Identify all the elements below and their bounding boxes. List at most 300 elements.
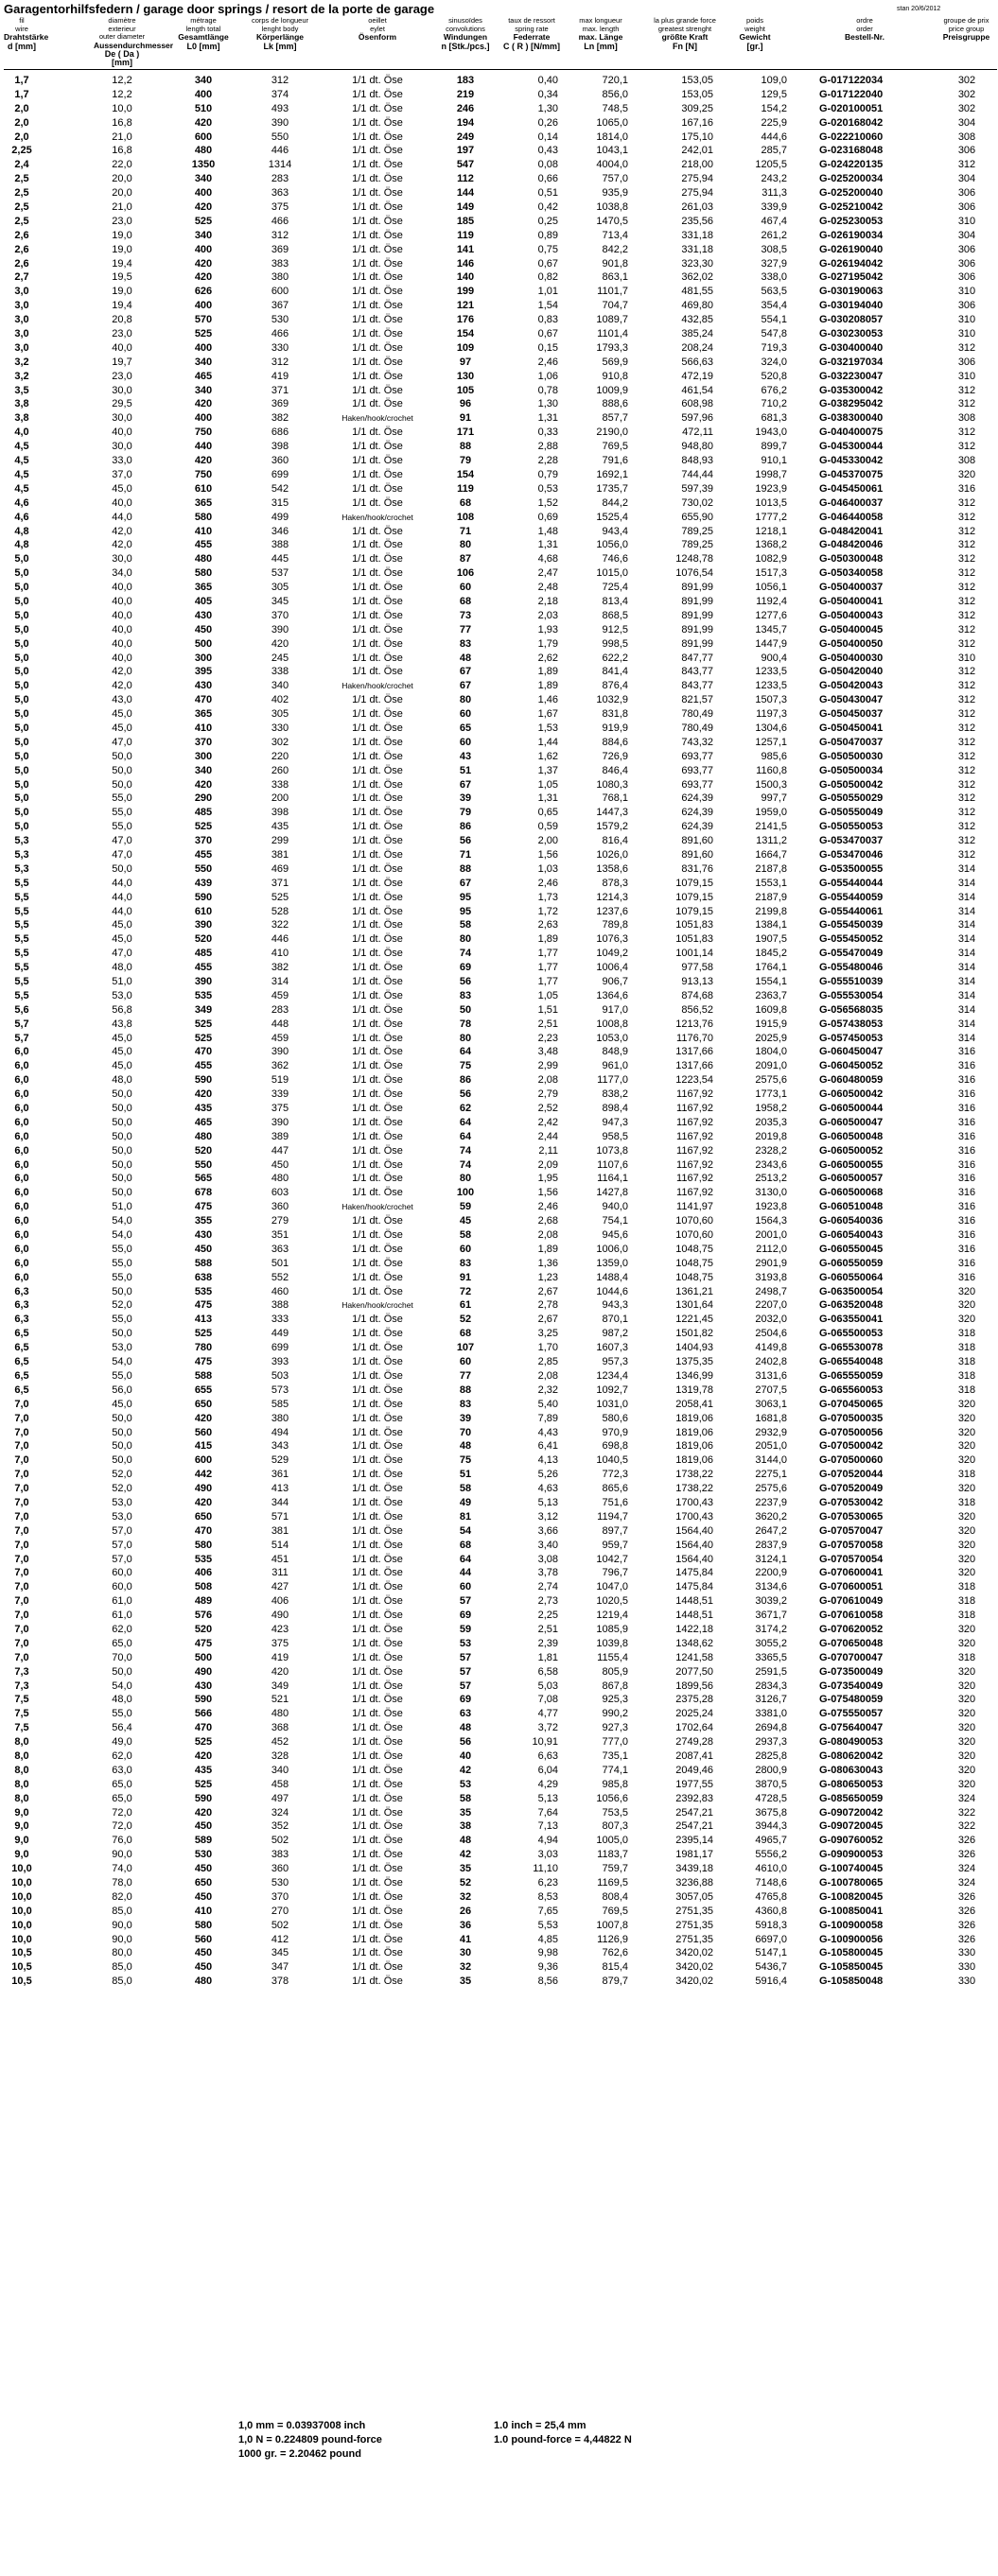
- cell-eyelet: 1/1 dt. Öse: [352, 1454, 403, 1467]
- cell-order-number: G-030194040: [819, 300, 884, 312]
- cell-outer-diameter: 54,0: [112, 1229, 132, 1242]
- cell-max-force: 3057,05: [675, 1890, 713, 1903]
- cell-weight: 3131,6: [755, 1369, 787, 1382]
- cell-order-number: G-025200040: [819, 187, 884, 200]
- cell-eyelet: 1/1 dt. Öse: [352, 426, 403, 439]
- cell-outer-diameter: 45,0: [112, 1032, 132, 1044]
- cell-wire: 6,0: [14, 1158, 29, 1171]
- cell-wire: 3,0: [14, 300, 29, 312]
- cell-body-length: 361: [271, 1469, 289, 1481]
- cell-eyelet: 1/1 dt. Öse: [352, 722, 403, 734]
- cell-outer-diameter: 55,0: [112, 1243, 132, 1255]
- cell-outer-diameter: 57,0: [112, 1524, 132, 1537]
- cell-price-group: 314: [957, 891, 976, 903]
- cell-body-length: 347: [271, 1961, 289, 1974]
- cell-outer-diameter: 20,0: [112, 187, 132, 200]
- cell-weight: 1192,4: [756, 595, 787, 607]
- cell-eyelet: 1/1 dt. Öse: [352, 1835, 403, 1847]
- cell-body-length: 245: [271, 652, 289, 664]
- page-title: Garagentorhilfsfedern / garage door springs / resort de la porte de garage: [4, 2, 435, 16]
- cell-price-group: 316: [957, 1271, 976, 1283]
- cell-price-group: 320: [957, 1553, 976, 1565]
- header-unit: C ( R ) [N/mm]: [503, 41, 560, 51]
- cell-max-force: 1738,22: [675, 1469, 713, 1481]
- cell-weight: 3134,6: [755, 1581, 787, 1593]
- cell-order-number: G-050400045: [819, 623, 884, 635]
- header-l3: Preisgruppe: [942, 32, 990, 42]
- cell-eyelet: 1/1 dt. Öse: [352, 1539, 403, 1551]
- cell-weight: 2328,2: [755, 1144, 787, 1157]
- cell-eyelet: 1/1 dt. Öse: [352, 778, 403, 791]
- cell-order-number: G-080490053: [819, 1736, 884, 1749]
- cell-price-group: 316: [957, 1046, 976, 1058]
- cell-price-group: 320: [957, 1539, 976, 1551]
- header-l2: max. length: [582, 24, 620, 33]
- cell-outer-diameter: 50,0: [112, 1440, 132, 1453]
- cell-length-total: 535: [194, 989, 213, 1001]
- cell-eyelet: 1/1 dt. Öse: [352, 1158, 403, 1171]
- cell-max-length: 867,8: [602, 1680, 628, 1692]
- cell-spring-rate: 0,83: [537, 314, 558, 326]
- cell-eyelet: 1/1 dt. Öse: [352, 116, 403, 129]
- cell-spring-rate: 7,13: [537, 1820, 558, 1833]
- cell-body-length: 340: [271, 680, 289, 692]
- cell-outer-diameter: 45,0: [112, 1060, 132, 1072]
- cell-length-total: 650: [194, 1510, 213, 1523]
- header-l1: poids: [746, 16, 763, 25]
- cell-price-group: 326: [957, 1890, 976, 1903]
- cell-body-length: 312: [271, 229, 289, 241]
- cell-eyelet: 1/1 dt. Öse: [352, 1103, 403, 1115]
- cell-spring-rate: 0,75: [537, 243, 558, 255]
- cell-order-number: G-063520048: [819, 1299, 884, 1312]
- cell-price-group: 316: [957, 1173, 976, 1185]
- cell-outer-diameter: 60,0: [112, 1567, 132, 1579]
- cell-outer-diameter: 50,0: [112, 1103, 132, 1115]
- cell-max-force: 1348,62: [675, 1637, 713, 1649]
- cell-weight: 1907,5: [755, 933, 787, 946]
- cell-outer-diameter: 76,0: [112, 1835, 132, 1847]
- cell-outer-diameter: 50,0: [112, 862, 132, 875]
- cell-body-length: 398: [271, 441, 289, 453]
- table-row: [4, 1116, 997, 1130]
- cell-length-total: 590: [194, 891, 213, 903]
- cell-weight: 547,8: [761, 328, 787, 340]
- cell-spring-rate: 0,53: [537, 482, 558, 495]
- cell-order-number: G-046440058: [819, 511, 884, 523]
- cell-eyelet: 1/1 dt. Öse: [352, 609, 403, 621]
- cell-max-length: 1040,5: [596, 1454, 628, 1467]
- cell-spring-rate: 1,31: [537, 792, 558, 805]
- cell-order-number: G-048420046: [819, 539, 884, 551]
- cell-max-force: 2392,83: [675, 1792, 713, 1804]
- cell-length-total: 525: [194, 215, 213, 227]
- cell-max-length: 1009,9: [596, 384, 628, 396]
- cell-order-number: G-050450037: [819, 708, 884, 721]
- header-l3: Gesamtlänge: [178, 32, 229, 42]
- cell-order-number: G-032230047: [819, 370, 884, 382]
- table-row: [4, 961, 997, 975]
- cell-body-length: 413: [271, 1483, 289, 1495]
- cell-max-force: 3439,18: [675, 1863, 713, 1875]
- cell-weight: 3193,8: [755, 1271, 787, 1283]
- header-l1: métrage: [190, 16, 217, 25]
- cell-wire: 7,0: [14, 1510, 29, 1523]
- cell-max-force: 1076,54: [675, 567, 713, 580]
- table-row: [4, 1102, 997, 1116]
- column-header: [568, 17, 634, 50]
- cell-max-force: 472,11: [682, 426, 713, 439]
- cell-weight: 308,5: [761, 243, 787, 255]
- cell-spring-rate: 0,67: [537, 257, 558, 270]
- cell-order-number: G-056568035: [819, 1003, 884, 1016]
- cell-order-number: G-075550057: [819, 1708, 884, 1720]
- cell-convolutions: 48: [459, 652, 472, 664]
- cell-outer-diameter: 63,0: [112, 1764, 132, 1776]
- cell-max-force: 1070,60: [675, 1215, 713, 1227]
- cell-max-force: 891,99: [681, 595, 713, 607]
- header-unit: Lk [mm]: [263, 41, 297, 51]
- cell-spring-rate: 4,63: [537, 1483, 558, 1495]
- cell-weight: 327,9: [761, 257, 787, 270]
- cell-outer-diameter: 50,0: [112, 1285, 132, 1297]
- cell-eyelet: 1/1 dt. Öse: [352, 525, 403, 537]
- cell-body-length: 494: [271, 1426, 289, 1438]
- table-row: [4, 1313, 997, 1327]
- cell-body-length: 375: [271, 1103, 289, 1115]
- cell-weight: 109,0: [761, 75, 787, 86]
- cell-price-group: 322: [957, 1806, 976, 1819]
- cell-convolutions: 58: [459, 1792, 472, 1804]
- cell-body-length: 345: [271, 1947, 289, 1959]
- table-row: [4, 496, 997, 511]
- cell-spring-rate: 1,73: [537, 891, 558, 903]
- cell-convolutions: 79: [459, 807, 472, 819]
- table-row: [4, 1018, 997, 1032]
- table-row: [4, 806, 997, 820]
- cell-order-number: G-030230053: [819, 328, 884, 340]
- cell-wire: 10,0: [11, 1877, 32, 1888]
- cell-order-number: G-070570058: [819, 1539, 884, 1551]
- table-row: [4, 257, 997, 271]
- cell-wire: 7,0: [14, 1651, 29, 1663]
- cell-eyelet: 1/1 dt. Öse: [352, 496, 403, 509]
- cell-max-force: 461,54: [681, 384, 713, 396]
- cell-wire: 5,0: [14, 595, 29, 607]
- cell-order-number: G-050550049: [819, 807, 884, 819]
- cell-length-total: 535: [194, 1285, 213, 1297]
- cell-max-length: 1234,4: [596, 1369, 628, 1382]
- table-row: [4, 637, 997, 652]
- cell-eyelet: 1/1 dt. Öse: [352, 1314, 403, 1326]
- cell-convolutions: 95: [459, 891, 472, 903]
- cell-price-group: 312: [957, 567, 976, 580]
- table-row: [4, 1496, 997, 1510]
- cell-price-group: 312: [957, 426, 976, 439]
- cell-wire: 8,0: [14, 1792, 29, 1804]
- cell-length-total: 400: [194, 412, 213, 425]
- cell-max-length: 1006,4: [596, 962, 628, 974]
- cell-order-number: G-060500068: [819, 1187, 884, 1199]
- cell-weight: 1447,9: [755, 637, 787, 650]
- cell-price-group: 316: [957, 1158, 976, 1171]
- table-row: [4, 397, 997, 411]
- table-row: [4, 1439, 997, 1453]
- cell-body-length: 503: [271, 1369, 289, 1382]
- cell-wire: 4,5: [14, 468, 29, 480]
- cell-convolutions: 39: [459, 792, 472, 805]
- cell-max-length: 1076,3: [596, 933, 628, 946]
- cell-max-length: 1793,3: [596, 341, 628, 354]
- cell-wire: 5,0: [14, 750, 29, 762]
- cell-order-number: G-017122040: [819, 88, 884, 100]
- cell-max-force: 1346,99: [675, 1369, 713, 1382]
- cell-price-group: 318: [957, 1342, 976, 1354]
- header-unit: Fn [N]: [673, 41, 697, 51]
- table-row: [4, 215, 997, 229]
- cell-eyelet: 1/1 dt. Öse: [352, 989, 403, 1001]
- cell-price-group: 320: [957, 1299, 976, 1312]
- cell-weight: 2001,0: [755, 1229, 787, 1242]
- cell-length-total: 430: [194, 680, 213, 692]
- cell-order-number: G-050420043: [819, 680, 884, 692]
- cell-wire: 5,6: [14, 1003, 29, 1016]
- cell-price-group: 326: [957, 1919, 976, 1931]
- table-row: [4, 1693, 997, 1707]
- cell-outer-diameter: 50,0: [112, 778, 132, 791]
- cell-spring-rate: 3,48: [537, 1046, 558, 1058]
- cell-max-length: 1107,6: [597, 1158, 628, 1171]
- cell-weight: 1277,6: [755, 609, 787, 621]
- cell-max-length: 1814,0: [596, 131, 628, 143]
- cell-order-number: G-063550041: [819, 1314, 884, 1326]
- cell-convolutions: 67: [459, 778, 472, 791]
- table-row: [4, 792, 997, 806]
- cell-max-length: 876,4: [602, 680, 628, 692]
- cell-weight: 1311,2: [756, 835, 787, 847]
- cell-max-force: 2049,46: [675, 1764, 713, 1776]
- cell-body-length: 389: [271, 1130, 289, 1142]
- cell-body-length: 573: [271, 1384, 289, 1396]
- cell-max-length: 927,3: [602, 1722, 628, 1734]
- cell-body-length: 382: [271, 412, 289, 425]
- cell-length-total: 450: [194, 1863, 213, 1875]
- cell-wire: 7,0: [14, 1553, 29, 1565]
- cell-max-force: 1977,55: [675, 1778, 713, 1790]
- cell-wire: 5,5: [14, 948, 29, 960]
- cell-eyelet: 1/1 dt. Öse: [352, 1510, 403, 1523]
- table-row: [4, 750, 997, 764]
- cell-length-total: 365: [194, 708, 213, 721]
- cell-body-length: 446: [271, 933, 289, 946]
- cell-weight: 1681,8: [755, 1412, 787, 1424]
- cell-body-length: 466: [271, 215, 289, 227]
- cell-weight: 1554,1: [755, 976, 787, 987]
- cell-order-number: G-060500048: [819, 1130, 884, 1142]
- header-l2: lenght body: [261, 24, 299, 33]
- cell-length-total: 475: [194, 1299, 213, 1312]
- cell-convolutions: 64: [459, 1116, 472, 1128]
- cell-length-total: 420: [194, 1806, 213, 1819]
- cell-order-number: G-026190040: [819, 243, 884, 255]
- cell-wire: 6,0: [14, 1257, 29, 1269]
- cell-body-length: 371: [271, 384, 289, 396]
- cell-max-length: 1169,5: [597, 1877, 628, 1888]
- cell-convolutions: 58: [459, 1483, 472, 1495]
- cell-spring-rate: 1,05: [537, 778, 558, 791]
- cell-eyelet: 1/1 dt. Öse: [352, 1187, 403, 1199]
- cell-wire: 5,7: [14, 1018, 29, 1030]
- cell-convolutions: 95: [459, 905, 472, 917]
- cell-body-length: 460: [271, 1285, 289, 1297]
- cell-outer-diameter: 40,0: [112, 652, 132, 664]
- cell-eyelet: 1/1 dt. Öse: [352, 792, 403, 805]
- cell-price-group: 312: [957, 609, 976, 621]
- cell-price-group: 314: [957, 1003, 976, 1016]
- cell-eyelet: 1/1 dt. Öse: [352, 215, 403, 227]
- cell-spring-rate: 2,73: [537, 1595, 558, 1608]
- cell-order-number: G-035300042: [819, 384, 884, 396]
- cell-weight: 3944,3: [755, 1820, 787, 1833]
- cell-body-length: 371: [271, 877, 289, 889]
- cell-max-length: 796,7: [602, 1567, 628, 1579]
- cell-weight: 4965,7: [755, 1835, 787, 1847]
- cell-outer-diameter: 55,0: [112, 807, 132, 819]
- cell-convolutions: 105: [456, 384, 475, 396]
- cell-spring-rate: 2,51: [537, 1623, 558, 1635]
- cell-convolutions: 67: [459, 680, 472, 692]
- cell-body-length: 452: [271, 1736, 289, 1749]
- table-row: [4, 989, 997, 1003]
- cell-wire: 5,0: [14, 609, 29, 621]
- cell-convolutions: 146: [456, 257, 475, 270]
- cell-convolutions: 149: [456, 201, 475, 214]
- cell-outer-diameter: 50,0: [112, 1158, 132, 1171]
- cell-price-group: 316: [957, 482, 976, 495]
- cell-order-number: G-026194042: [819, 257, 884, 270]
- column-header: [936, 17, 997, 43]
- cell-max-force: 789,25: [681, 539, 713, 551]
- cell-order-number: G-025200034: [819, 173, 884, 185]
- cell-wire: 7,0: [14, 1426, 29, 1438]
- cell-eyelet: 1/1 dt. Öse: [352, 1595, 403, 1608]
- cell-max-force: 1141,97: [676, 1201, 713, 1213]
- cell-weight: 2200,9: [755, 1567, 787, 1579]
- column-header: [94, 16, 174, 67]
- table-row: [4, 679, 997, 693]
- cell-max-length: 870,1: [602, 1314, 628, 1326]
- cell-max-length: 959,7: [602, 1539, 628, 1551]
- cell-convolutions: 49: [459, 1496, 472, 1508]
- cell-weight: 2019,8: [755, 1130, 787, 1142]
- cell-eyelet: 1/1 dt. Öse: [352, 1877, 403, 1888]
- cell-weight: 467,4: [761, 215, 787, 227]
- cell-max-force: 1079,15: [675, 905, 713, 917]
- cell-length-total: 490: [194, 1665, 213, 1678]
- cell-order-number: G-100850041: [819, 1905, 884, 1917]
- cell-price-group: 316: [957, 1060, 976, 1072]
- cell-outer-diameter: 40,0: [112, 595, 132, 607]
- cell-weight: 2025,9: [755, 1032, 787, 1044]
- cell-wire: 5,0: [14, 764, 29, 776]
- cell-body-length: 279: [271, 1215, 289, 1227]
- table-row: [4, 454, 997, 468]
- cell-outer-diameter: 82,0: [112, 1890, 132, 1903]
- cell-eyelet: 1/1 dt. Öse: [352, 1581, 403, 1593]
- header-l2: eylet: [370, 24, 385, 33]
- cell-wire: 6,5: [14, 1328, 29, 1340]
- cell-eyelet: 1/1 dt. Öse: [352, 1144, 403, 1157]
- cell-weight: 2051,0: [755, 1440, 787, 1453]
- cell-price-group: 320: [957, 1567, 976, 1579]
- cell-order-number: G-060500044: [819, 1103, 884, 1115]
- cell-price-group: 318: [957, 1369, 976, 1382]
- cell-outer-diameter: 56,4: [112, 1722, 132, 1734]
- cell-wire: 10,0: [11, 1933, 32, 1945]
- cell-outer-diameter: 16,8: [112, 116, 132, 129]
- cell-wire: 6,0: [14, 1060, 29, 1072]
- cell-weight: 5436,7: [755, 1961, 787, 1974]
- cell-wire: 7,0: [14, 1623, 29, 1635]
- header-l1: oeillet: [368, 16, 387, 25]
- cell-body-length: 333: [271, 1314, 289, 1326]
- cell-weight: 985,6: [761, 750, 787, 762]
- cell-max-force: 1564,40: [675, 1553, 713, 1565]
- cell-order-number: G-065540048: [819, 1356, 884, 1368]
- cell-spring-rate: 0,43: [537, 145, 558, 157]
- cell-convolutions: 91: [459, 1271, 472, 1283]
- cell-outer-diameter: 50,0: [112, 1144, 132, 1157]
- cell-wire: 7,0: [14, 1469, 29, 1481]
- cell-length-total: 450: [194, 1961, 213, 1974]
- table-row: [4, 538, 997, 552]
- cell-length-total: 400: [194, 187, 213, 200]
- cell-max-length: 1364,6: [596, 989, 628, 1001]
- cell-wire: 6,3: [14, 1299, 29, 1312]
- cell-length-total: 442: [194, 1469, 213, 1481]
- cell-wire: 4,6: [14, 496, 29, 509]
- cell-convolutions: 71: [459, 848, 472, 861]
- cell-body-length: 423: [271, 1623, 289, 1635]
- cell-order-number: G-065560053: [819, 1384, 884, 1396]
- table-row: [4, 1609, 997, 1623]
- header-l3: Gewicht: [739, 32, 771, 42]
- cell-max-length: 757,0: [602, 173, 628, 185]
- table-row: [4, 1088, 997, 1102]
- cell-weight: 5916,4: [755, 1976, 787, 1988]
- cell-eyelet: Haken/hook/crochet: [341, 1300, 413, 1311]
- cell-convolutions: 88: [459, 441, 472, 453]
- cell-max-length: 838,2: [602, 1088, 628, 1101]
- cell-length-total: 655: [194, 1384, 213, 1396]
- header-unit: Ln [mm]: [584, 41, 618, 51]
- cell-max-length: 1053,0: [596, 1032, 628, 1044]
- cell-weight: 2275,1: [755, 1469, 787, 1481]
- cell-outer-diameter: 45,0: [112, 722, 132, 734]
- cell-length-total: 588: [194, 1369, 213, 1382]
- cell-max-force: 1564,40: [675, 1539, 713, 1551]
- cell-weight: 910,1: [761, 455, 787, 467]
- cell-order-number: G-060500055: [819, 1158, 884, 1171]
- cell-max-length: 925,3: [602, 1694, 628, 1706]
- cell-convolutions: 53: [459, 1637, 472, 1649]
- header-l3: Aussendurchmesser: [94, 40, 174, 50]
- cell-outer-diameter: 55,0: [112, 821, 132, 833]
- cell-max-length: 762,6: [602, 1947, 628, 1959]
- cell-max-force: 1700,43: [675, 1510, 713, 1523]
- cell-price-group: 306: [957, 300, 976, 312]
- cell-eyelet: 1/1 dt. Öse: [352, 173, 403, 185]
